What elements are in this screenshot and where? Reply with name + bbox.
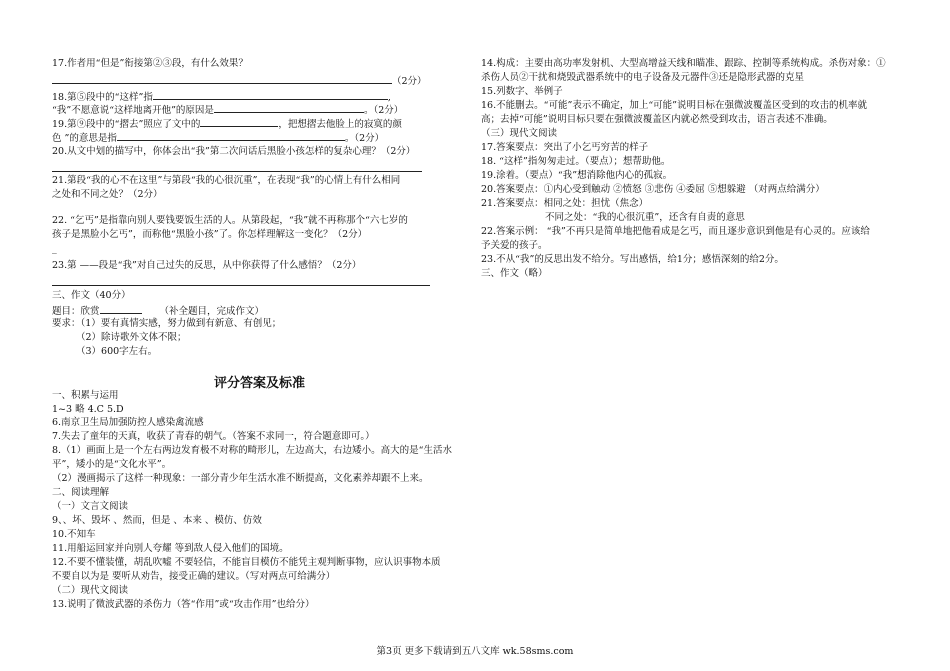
answer-9: 9、、坏、毁坏 、然而，但是 、本来 、模仿、仿效 xyxy=(52,515,262,526)
answer-subsection-3: （三）现代文阅读 xyxy=(481,128,558,139)
answer-22a: 22.答案示例： “我”不再只是简单地把他看成是乞丐，而且逐步意识到他是有心灵的。应该给 xyxy=(481,226,870,237)
question-22b: 孩子是黑脸小乞丐”，而称他“黑脸小孩”了。你怎样理解这一变化？（2分） xyxy=(52,229,368,240)
answer-section-2: 二、阅读理解 xyxy=(52,487,110,498)
answer-23: 23.不从“我”的反思出发不给分。写出感悟，给1分；感悟深刻的给2分。 xyxy=(481,254,784,265)
answer-subsection-1: （一）文言文阅读 xyxy=(52,501,129,512)
question-23-answer-line xyxy=(52,276,430,290)
answer-6: 6.南京卫生局加强防控人感染禽流感 xyxy=(52,417,204,428)
question-18b: “我”不愿意说“这样地离开他”的原因是 。（2分） xyxy=(52,105,404,116)
answer-21a: 21.答案要点：相同之处：担忧（焦念） xyxy=(481,198,649,209)
question-22a: 22. “乞丐”是指靠向别人要钱要饭生活的人。从第段起，“我”就不再称那个“六七岁的 xyxy=(52,215,408,226)
question-17-answer-line: （2分） xyxy=(52,74,427,88)
question-19a: 19.第⑨段中的“摺去”照应了文中的 ，把想摺去他脸上的寂寞的颜 xyxy=(52,119,402,130)
answer-13: 13.说明了微波武器的杀伤力（答“作用”或“攻击作用”也给分） xyxy=(52,599,315,610)
blank-line xyxy=(52,74,392,84)
answer-8c: （2）漫画揭示了这样一种现象：一部分青少年生活水准不断提高，文化素养却跟不上来。 xyxy=(52,473,429,484)
composition-topic: 题目：欣赏 （补全题目，完成作文） xyxy=(52,306,265,317)
question-17: 17.作者用“但是”衔接第②③段，有什么效果？ xyxy=(52,58,248,69)
blank-line xyxy=(52,162,422,172)
question-18a: 18.第⑤段中的“这样”指 , xyxy=(52,92,391,103)
answer-key-title: 评分答案及标准 xyxy=(214,376,306,391)
question-21b: 之处和不同之处？（2分） xyxy=(52,189,163,200)
requirement-1: 要求：（1）要有真情实感，努力做到有新意、有创见； xyxy=(52,318,282,329)
question-23: 23.第 ——段是“我”对自己过失的反思，从中你获得了什么感悟？（2分） xyxy=(52,260,362,271)
blank-line xyxy=(200,117,278,127)
answer-14a: 14.构成：主要由高功率发射机、大型高增益天线和瞄准、跟踪、控制等系统构成。杀伤对象：① xyxy=(481,58,886,69)
answer-1-5: 1~3 略 4.C 5.D xyxy=(52,404,124,415)
answer-16b: 高；去掉“可能”说明目标只要在强微波覆盖区内就必然受到攻击，语言表述不准确。 xyxy=(481,114,833,125)
blank-line xyxy=(153,90,388,100)
answer-8b: 平”，矮小的是“文化水平”。 xyxy=(52,459,172,470)
answer-10: 10.不知车 xyxy=(52,529,96,540)
answer-20: 20.答案要点：①内心受到触动 ②愤怒 ③悲伤 ④委屈 ⑤想躲避 （对两点给满分） xyxy=(481,184,825,195)
answer-21b: 不同之处：“我的心很沉重”，还含有自责的意思 xyxy=(545,212,745,223)
answer-section-3: 三、作文（略） xyxy=(481,268,548,279)
requirement-3: （3）600字左右。 xyxy=(76,346,158,357)
answer-17: 17.答案要点：突出了小乞丐穷苦的样子 xyxy=(481,142,649,153)
answer-subsection-2: （二）现代文阅读 xyxy=(52,585,129,596)
answer-8a: 8.（1）画面上是一个左右两边发育极不对称的畸形儿，左边高大，右边矮小。高大的是“生活水 xyxy=(52,445,452,456)
answer-15: 15.列数字、举例子 xyxy=(481,86,563,97)
page-footer: 第3页 更多下载请到五八文库 wk.58sms.com xyxy=(376,646,574,657)
answer-12b: 不要自以为是 要听从劝告，接受正确的建议。（写对两点可给满分） xyxy=(52,571,336,582)
question-19b: 色 ”的意思是指 。（2分） xyxy=(52,133,385,144)
requirement-2: （2）除诗歌外文体不限； xyxy=(76,332,187,343)
section-composition: 三、作文（40分） xyxy=(52,290,131,301)
question-20-answer-line xyxy=(52,162,422,176)
blank-line xyxy=(52,276,430,286)
question-20: 20.从文中划的描写中，你体会出“我”第二次问话后黑脸小孩怎样的复杂心理？（2分） xyxy=(52,146,416,157)
answer-12a: 12.不要不懂装懂，胡乱吹嘘 不要轻信，不能盲目模仿不能凭主观判断事物，应认识事物本质 xyxy=(52,557,441,568)
answer-16a: 16.不能删去。“可能”表示不确定，加上“可能”说明目标在强微波覆盖区受到的攻击的机率就 xyxy=(481,100,868,111)
answer-11: 11.用船运回家并向别人夸耀 等到敌人侵入他们的国境。 xyxy=(52,543,289,554)
blank-line xyxy=(117,131,345,141)
answer-7: 7.失去了童年的天真，收获了青春的朝气。（答案不求同一，符合题意即可。） xyxy=(52,431,375,442)
question-21a: 21.第段“我的心不在这里”与第段“我的心很沉重”，在表现“我”的心情上有什么相同 xyxy=(52,175,401,186)
answer-14b: 杀伤人员②干扰和烧毁武器系统中的电子设备及元器件③还是隐形武器的克星 xyxy=(481,72,805,83)
answer-22b: 予关爱的孩子。 xyxy=(481,240,548,251)
answer-19: 19.涂着。（要点）“我”想消除他内心的孤寂。 xyxy=(481,170,673,181)
answer-18: 18. “这样”指匆匆走过。（要点）；想帮助他。 xyxy=(481,156,671,167)
question-22c: _ xyxy=(52,243,57,254)
answer-section-1: 一、积累与运用 xyxy=(52,390,119,401)
blank-line xyxy=(100,304,142,314)
blank-line xyxy=(214,103,364,113)
